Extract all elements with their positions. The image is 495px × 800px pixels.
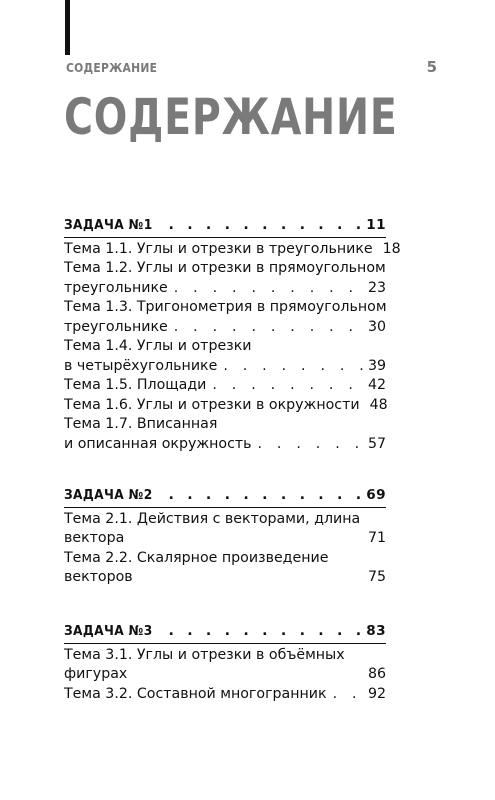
toc-entry-page: 57 [367,435,386,452]
toc-entry-text: фигурах [64,666,128,682]
toc-entry-text: Тема 1.1. Углы и отрезки в треугольнике [64,240,373,257]
toc-entry-text: Тема 1.2. Углы и отрезки в прямоугольном [64,260,386,276]
toc-heading-page: 83 [366,623,386,639]
toc-entry-text: Тема 3.1. Углы и отрезки в объёмных [64,646,345,663]
toc-section-3 [64,622,386,704]
toc-entry-text: векторов [64,569,133,585]
toc-entry-cont[interactable] [64,568,386,588]
toc-entry-text: Тема 1.6. Углы и отрезки в окружности [64,396,360,413]
toc-entry-cont[interactable] [64,279,386,299]
toc-entry-cont[interactable] [64,357,386,377]
toc-section-2 [64,486,386,588]
toc-heading[interactable] [64,216,386,238]
toc-entry-page: 48 [369,396,388,413]
toc-entry-text: и описанная окружность [64,435,252,452]
toc-entry-text: Тема 2.2. Скалярное произведение [64,549,329,566]
dot-leader [168,622,362,642]
toc-heading[interactable] [64,486,386,508]
toc-entry[interactable] [64,685,386,705]
dot-leader [223,357,364,377]
toc-entry[interactable] [64,396,386,416]
toc-entry-text: Тема 1.4. Углы и отрезки [64,338,252,354]
toc-entry-page: 18 [382,240,401,257]
toc-entry-cont[interactable] [64,318,386,338]
toc-entry-text: Тема 1.7. Вписанная [64,416,218,432]
toc-entry[interactable] [64,415,386,435]
toc-heading-label: ЗАДАЧА №1 [64,217,153,233]
toc-entry-cont[interactable] [64,665,386,685]
dot-leader [212,376,364,396]
toc-entry-cont[interactable] [64,435,386,455]
toc-entry[interactable] [64,298,386,318]
dot-leader [168,216,362,236]
page-number: 5 [426,58,437,76]
toc-entry-page: 75 [367,569,386,585]
dot-leader [258,435,364,455]
toc-entry-text: Тема 3.2. Составной многогранник [64,685,327,702]
running-head: СОДЕРЖАНИЕ [66,60,158,75]
toc-entry[interactable] [64,510,386,530]
toc-entry-page: 42 [367,377,386,393]
toc-entry-text: вектора [64,530,125,546]
toc-entry-text: Тема 2.1. Действия с векторами, длина [64,510,361,527]
toc-entry[interactable] [64,646,386,666]
spine-bar [65,0,70,55]
toc-entry-page: 39 [367,357,386,374]
dot-leader [174,318,364,338]
toc-entry-page: 30 [367,318,386,335]
toc-entry-text: Тема 1.5. Площади [64,377,207,393]
toc-heading[interactable] [64,622,386,644]
toc-entry[interactable] [64,337,386,357]
toc-heading-page: 69 [366,487,386,503]
toc-heading-page: 11 [366,217,386,233]
toc-entry-page: 86 [367,666,386,682]
toc-section-1 [64,216,401,454]
toc-entry-page: 71 [367,530,386,546]
toc-entry[interactable] [64,376,386,396]
toc-heading-label: ЗАДАЧА №2 [64,487,153,503]
toc-entry-text: треугольнике [64,279,168,296]
toc-heading-label: ЗАДАЧА №3 [64,623,153,639]
toc-entry[interactable] [64,259,386,279]
toc-entry-text: Тема 1.3. Тригонометрия в прямоугольном [64,299,387,315]
toc-entry-text: треугольнике [64,318,168,335]
dot-leader [174,279,364,299]
toc-entry[interactable] [64,549,386,569]
dot-leader [168,486,362,506]
toc-entry-cont[interactable] [64,529,386,549]
toc-entry-page: 23 [367,279,386,296]
dot-leader [333,685,364,705]
toc-entry-text: в четырёхугольнике [64,357,218,374]
toc-entry[interactable] [64,240,401,260]
toc-entry-page: 92 [367,685,386,702]
page-title: СОДЕРЖАНИЕ [64,88,398,146]
